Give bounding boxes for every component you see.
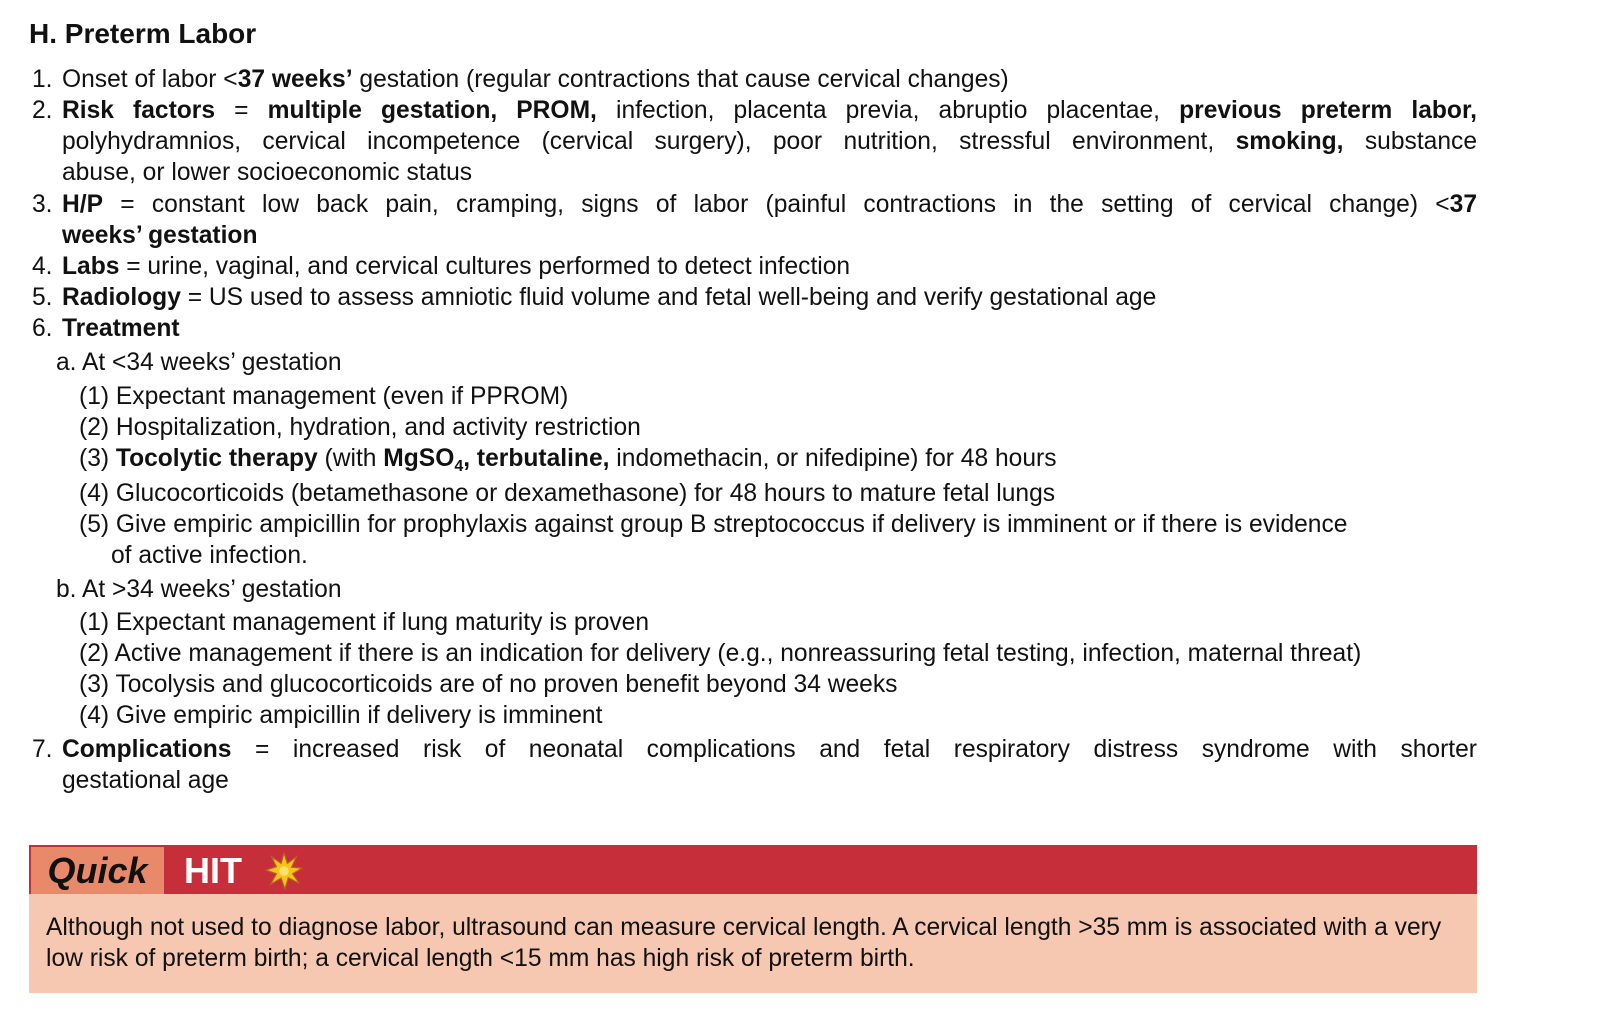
subsection-a-text: a. At <34 weeks’ gestation bbox=[56, 349, 342, 376]
starburst-icon bbox=[265, 852, 303, 890]
item-number: 5. bbox=[32, 284, 53, 311]
item-text-line-2: gestational age bbox=[62, 767, 229, 794]
item-text: Radiology = US used to assess amniotic fluid volume and fetal well-being and verify gestational age bbox=[62, 284, 1157, 311]
list-item-3 bbox=[0, 189, 1598, 251]
item-text-line-1: H/P = constant low back pain, cramping, signs of labor (painful contractions in the setting of cervical change) <37 bbox=[62, 191, 1477, 218]
list-item-2 bbox=[0, 95, 1598, 188]
subitem-text: (3) Tocolytic therapy (with MgSO$_4$, terbutaline, indomethacin, or nifedipine) for 48 hours bbox=[79, 445, 1057, 475]
item-number: 3. bbox=[32, 191, 53, 218]
item-number: 1. bbox=[32, 66, 53, 93]
section-heading: H. Preterm Labor bbox=[29, 18, 257, 49]
subitem-text: (5) Give empiric ampicillin for prophylaxis against group B streptococcus if delivery is imminent or if there is evidence bbox=[79, 511, 1348, 538]
item-number: 6. bbox=[32, 315, 53, 342]
hit-label: HIT bbox=[184, 850, 242, 891]
item-text-line-2: weeks’ gestation bbox=[62, 222, 258, 249]
item-text-line-2: polyhydramnios, cervical incompetence (cervical surgery), poor nutrition, stressful environment, smoking, substance bbox=[62, 128, 1477, 155]
subitem-text: (3) Tocolysis and glucocorticoids are of no proven benefit beyond 34 weeks bbox=[79, 671, 898, 698]
subsection-b-text: b. At >34 weeks’ gestation bbox=[56, 576, 342, 603]
item-text-line-1: Complications = increased risk of neonatal complications and fetal respiratory distress syndrome with shorter bbox=[62, 736, 1477, 763]
quick-label: Quick bbox=[31, 847, 164, 894]
subitem-text: (4) Glucocorticoids (betamethasone or dexamethasone) for 48 hours to mature fetal lungs bbox=[79, 480, 1056, 507]
item-number: 7. bbox=[32, 736, 53, 763]
quick-hit-box bbox=[29, 845, 1477, 993]
list-item-7 bbox=[0, 734, 1598, 796]
item-number: 2. bbox=[32, 97, 53, 124]
subitem-text: (2) Active management if there is an indication for delivery (e.g., nonreassuring fetal testing, infection, maternal threat) bbox=[79, 640, 1362, 667]
subitem-text: of active infection. bbox=[111, 542, 308, 569]
item-number: 4. bbox=[32, 253, 53, 280]
item-text: Onset of labor <37 weeks’ gestation (regular contractions that cause cervical changes) bbox=[62, 66, 1009, 93]
subitem-text: (1) Expectant management (even if PPROM) bbox=[79, 383, 569, 410]
item-text-line-1: Risk factors = multiple gestation, PROM, infection, placenta previa, abruptio placentae, previous preterm labor, bbox=[62, 97, 1477, 124]
subitem-text: (4) Give empiric ampicillin if delivery is imminent bbox=[79, 702, 603, 729]
item-text: Treatment bbox=[62, 315, 180, 342]
quick-hit-text: Although not used to diagnose labor, ultrasound can measure cervical length. A cervical length >35 mm is associated with a very low risk of preterm birth; a cervical length <15 mm has high risk of preterm birth. bbox=[46, 914, 1442, 972]
subitem-text: (1) Expectant management if lung maturity is proven bbox=[79, 609, 650, 636]
item-text-line-3: abuse, or lower socioeconomic status bbox=[62, 159, 473, 186]
item-text: Labs = urine, vaginal, and cervical cultures performed to detect infection bbox=[62, 253, 851, 280]
quick-hit-header bbox=[29, 845, 1477, 894]
subitem-text: (2) Hospitalization, hydration, and activity restriction bbox=[79, 414, 641, 441]
